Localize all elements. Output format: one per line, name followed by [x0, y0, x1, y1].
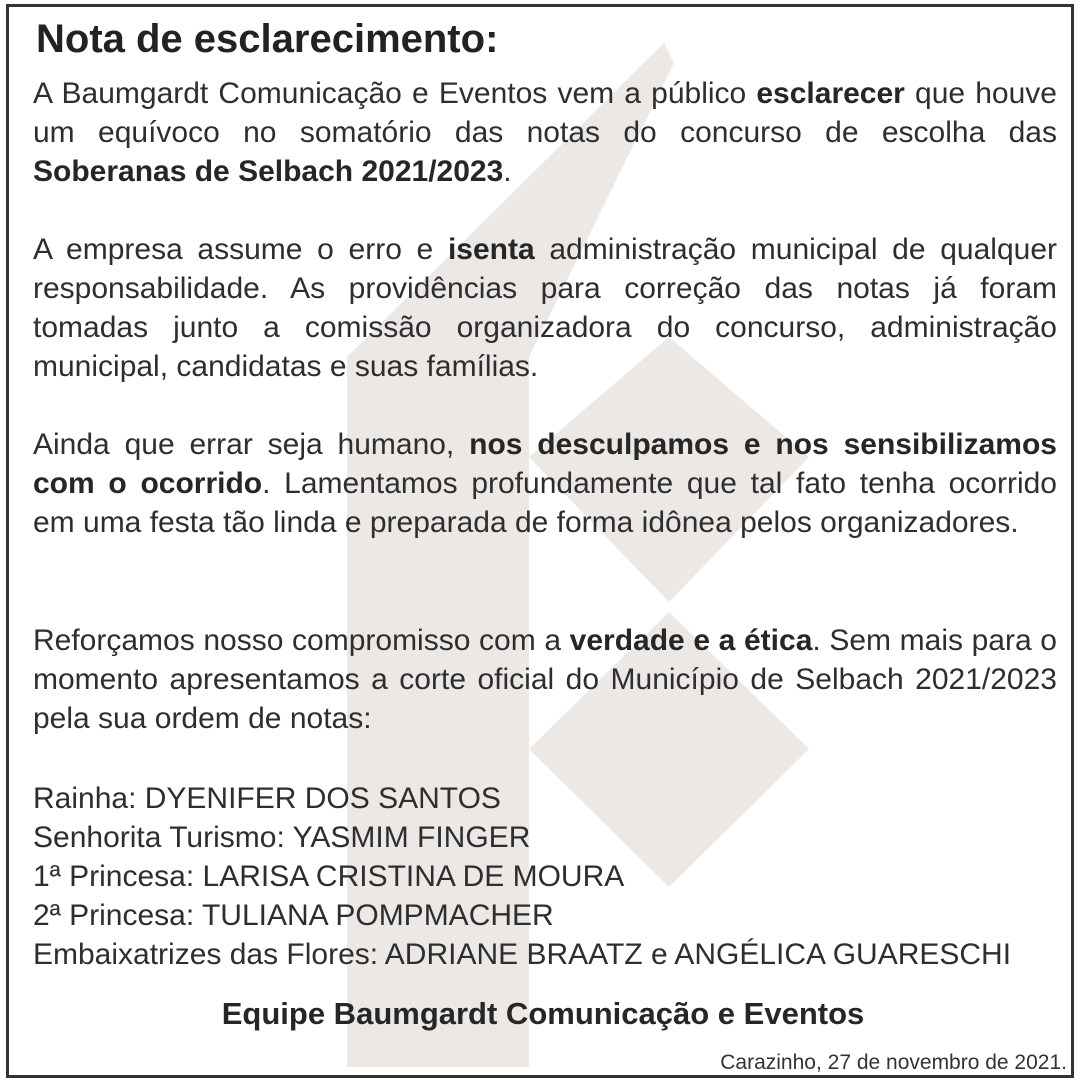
- paragraph-text: administração municipal de qualquer responsabilidade. As providências para correção das notas já foram tomadas junto a comissão organizadora do concurso, administração municipal, candidatas e suas famílias.: [33, 233, 1057, 383]
- paragraph-responsibility: [33, 230, 1057, 386]
- paragraph-text: que houve um equívoco no somatório das notas do concurso de escolha das: [33, 77, 1057, 149]
- court-second-princess: 2ª Princesa: TULIANA POMPMACHER: [33, 899, 554, 932]
- paragraph-text: . Sem mais para o momento apresentamos a corte oficial do Município de Selbach 2021/2023 pela sua ordem de notas:: [33, 624, 1057, 735]
- notice-title: Nota de esclarecimento:: [36, 17, 499, 61]
- paragraph-text: Ainda que errar seja humano,: [33, 428, 470, 461]
- court-list: [33, 779, 1011, 974]
- paragraph-text: .: [503, 155, 512, 188]
- paragraph-text: Reforçamos nosso compromisso com a: [33, 624, 570, 657]
- paragraph-text: A Baumgardt Comunicação e Eventos vem a público: [33, 77, 757, 110]
- emphasis-text: Soberanas de Selbach 2021/2023: [33, 155, 504, 188]
- emphasis-text: esclarecer: [756, 77, 905, 110]
- paragraph-clarification: [33, 74, 1057, 191]
- date-line: Carazinho, 27 de novembro de 2021.: [720, 1051, 1067, 1074]
- signature: Equipe Baumgardt Comunicação e Eventos: [221, 996, 865, 1031]
- court-first-princess: 1ª Princesa: LARISA CRISTINA DE MOURA: [33, 860, 625, 893]
- paragraph-commitment: [33, 621, 1057, 738]
- emphasis-text: isenta: [447, 233, 535, 266]
- court-queen: Rainha: DYENIFER DOS SANTOS: [33, 782, 501, 815]
- emphasis-text: verdade e a ética: [569, 624, 813, 657]
- paragraph-text: A empresa assume o erro e: [33, 233, 448, 266]
- notice-frame: [6, 4, 1074, 1078]
- court-flower-ambassadors: Embaixatrizes das Flores: ADRIANE BRAATZ e ANGÉLICA GUARESCHI: [33, 938, 1012, 971]
- emphasis-text: nos desculpamos e nos sensibilizamos com o ocorrido: [33, 428, 1057, 500]
- court-miss-tourism: Senhorita Turismo: YASMIM FINGER: [33, 821, 531, 854]
- paragraph-apology: [33, 425, 1057, 542]
- paragraph-text: . Lamentamos profundamente que tal fato tenha ocorrido em uma festa tão linda e preparada de forma idônea pelos organizadores.: [33, 467, 1057, 539]
